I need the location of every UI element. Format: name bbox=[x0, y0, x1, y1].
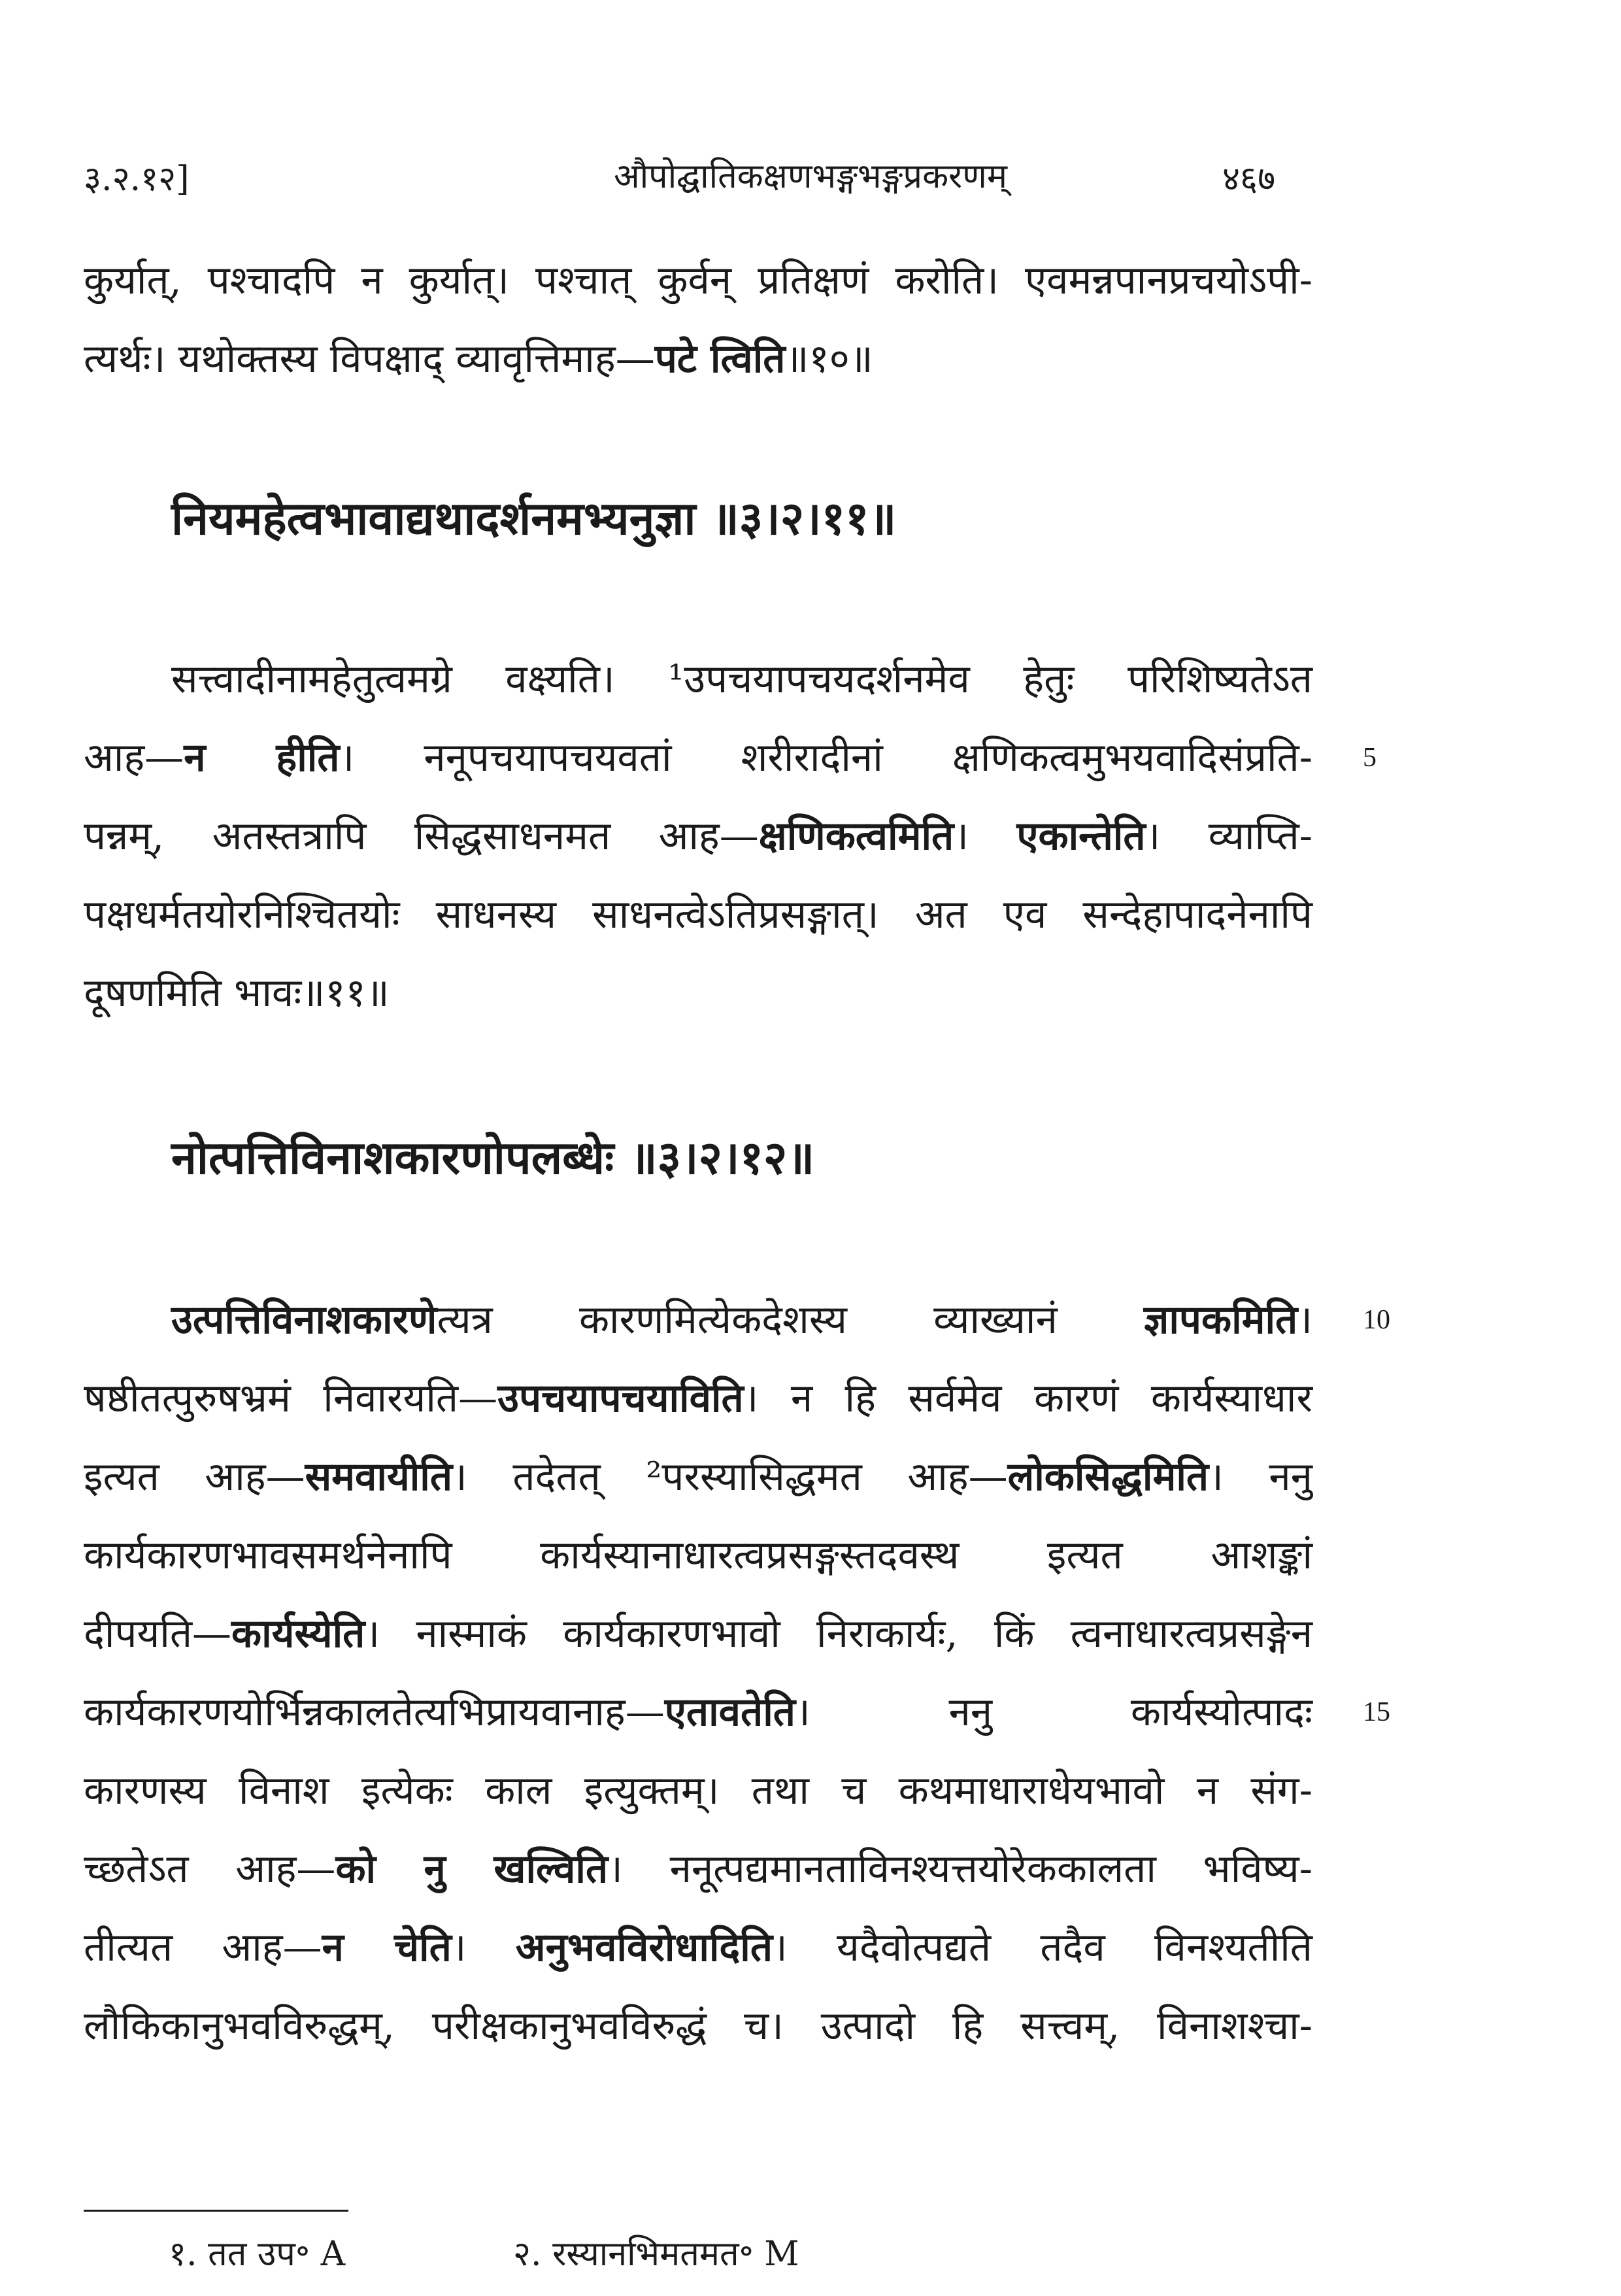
text-line: त्यर्थः। यथोक्तस्य विपक्षाद् व्यावृत्तिमाह—पटे त्विति॥१०॥ bbox=[84, 336, 873, 382]
text-line: षष्ठीतत्पुरुषभ्रमं निवारयति—उपचयापचयाविति। न हि सर्वमेव कारणं कार्यस्याधार bbox=[84, 1376, 1312, 1421]
text-line: कारणस्य विनाश इत्येकः काल इत्युक्तम्। तथा च कथमाधाराधेयभावो न संग- bbox=[84, 1768, 1312, 1814]
bold-pratika: न हीति bbox=[184, 735, 340, 781]
text-line: सत्त्वादीनामहेतुत्वमग्रे वक्ष्यति। ¹उपचयापचयदर्शनमेव हेतुः परिशिष्यतेऽत bbox=[171, 656, 1312, 702]
footnote: १. तत उप॰ A bbox=[169, 2235, 346, 2274]
text-line: पक्षधर्मतयोरनिश्चितयोः साधनस्य साधनत्वेऽतिप्रसङ्गात्। अत एव सन्देहापादनेनापि bbox=[84, 892, 1312, 937]
bold-pratika: एतावतेति bbox=[664, 1689, 795, 1735]
bold-pratika: कार्यस्येति bbox=[231, 1611, 365, 1657]
footnote-rule bbox=[84, 2210, 348, 2212]
margin-line-number: 10 bbox=[1363, 1305, 1390, 1335]
text-line: च्छतेऽत आह—को नु खल्विति। ननूत्पद्यमानताविनश्यत्तयोरेककालता भविष्य- bbox=[84, 1846, 1313, 1892]
bold-pratika: पटे त्विति bbox=[654, 336, 786, 382]
text-line: दूषणमिति भावः॥११॥ bbox=[84, 970, 390, 1016]
bold-pratika: न चेति bbox=[322, 1925, 452, 1970]
bold-pratika: ज्ञापकमिति bbox=[1143, 1297, 1298, 1343]
sutra-heading: नोत्पत्तिविनाशकारणोपलब्धेः ॥३।२।१२॥ bbox=[171, 1130, 815, 1185]
sutra-heading: नियमहेत्वभावाद्यथादर्शनमभ्यनुज्ञा ॥३।२।११॥ bbox=[171, 491, 897, 545]
page-number: ४६७ bbox=[1222, 160, 1276, 199]
text-line: कार्यकारणयोर्भिन्नकालतेत्यभिप्रायवानाह—एतावतेति। ननु कार्यस्योत्पादः bbox=[84, 1689, 1312, 1735]
text-line: कुर्यात्, पश्चादपि न कुर्यात्। पश्चात् कुर्वन् प्रतिक्षणं करोति। एवमन्नपानप्रचयोऽपी- bbox=[84, 258, 1312, 303]
text-line: लौकिकानुभवविरुद्धम्, परीक्षकानुभवविरुद्धं च। उत्पादो हि सत्त्वम्, विनाशश्चा- bbox=[84, 2003, 1312, 2049]
text-line: तीत्यत आह—न चेति। अनुभवविरोधादिति। यदैवोत्पद्यते तदैव विनश्यतीति bbox=[84, 1925, 1312, 1970]
running-header-left: ३.२.१२] bbox=[84, 160, 190, 199]
text-line: कार्यकारणभावसमर्थनेनापि कार्यस्यानाधारत्वप्रसङ्गस्तदवस्थ इत्यत आशङ्कां bbox=[84, 1532, 1312, 1578]
text-line: दीपयति—कार्यस्येति। नास्माकं कार्यकारणभावो निराकार्यः, किं त्वनाधारत्वप्रसङ्गेन bbox=[84, 1611, 1312, 1657]
bold-pratika: एकान्तेति bbox=[1016, 813, 1146, 859]
margin-line-number: 15 bbox=[1363, 1697, 1390, 1727]
text-line: उत्पत्तिविनाशकारणेत्यत्र कारणमित्येकदेशस्य व्याख्यानं ज्ञापकमिति। bbox=[171, 1297, 1312, 1343]
text-line: आह—न हीति। ननूपचयापचयवतां शरीरादीनां क्षणिकत्वमुभयवादिसंप्रति- bbox=[84, 735, 1312, 781]
bold-pratika: उपचयापचयाविति bbox=[497, 1376, 744, 1421]
bold-pratika: क्षणिकत्वमिति bbox=[758, 813, 954, 859]
bold-pratika: उत्पत्तिविनाशकारणे bbox=[171, 1297, 437, 1343]
text-line: पन्नम्, अतस्तत्रापि सिद्धसाधनमत आह—क्षणिकत्वमिति। एकान्तेति। व्याप्ति- bbox=[84, 813, 1312, 859]
bold-pratika: अनुभवविरोधादिति bbox=[515, 1925, 773, 1970]
running-header-title: औपोद्घातिकक्षणभङ्गभङ्गप्रकरणम् bbox=[613, 157, 1007, 196]
bold-pratika: लोकसिद्धमिति bbox=[1007, 1454, 1209, 1500]
margin-line-number: 5 bbox=[1363, 743, 1377, 773]
text-line: इत्यत आह—समवायीति। तदेतत् ²परस्यासिद्धमत आह—लोकसिद्धमिति। ननु bbox=[84, 1454, 1312, 1500]
footnote: २. रस्यानभिमतमत॰ M bbox=[513, 2235, 799, 2274]
bold-pratika: को नु खल्विति bbox=[335, 1846, 609, 1892]
bold-pratika: समवायीति bbox=[305, 1454, 453, 1500]
